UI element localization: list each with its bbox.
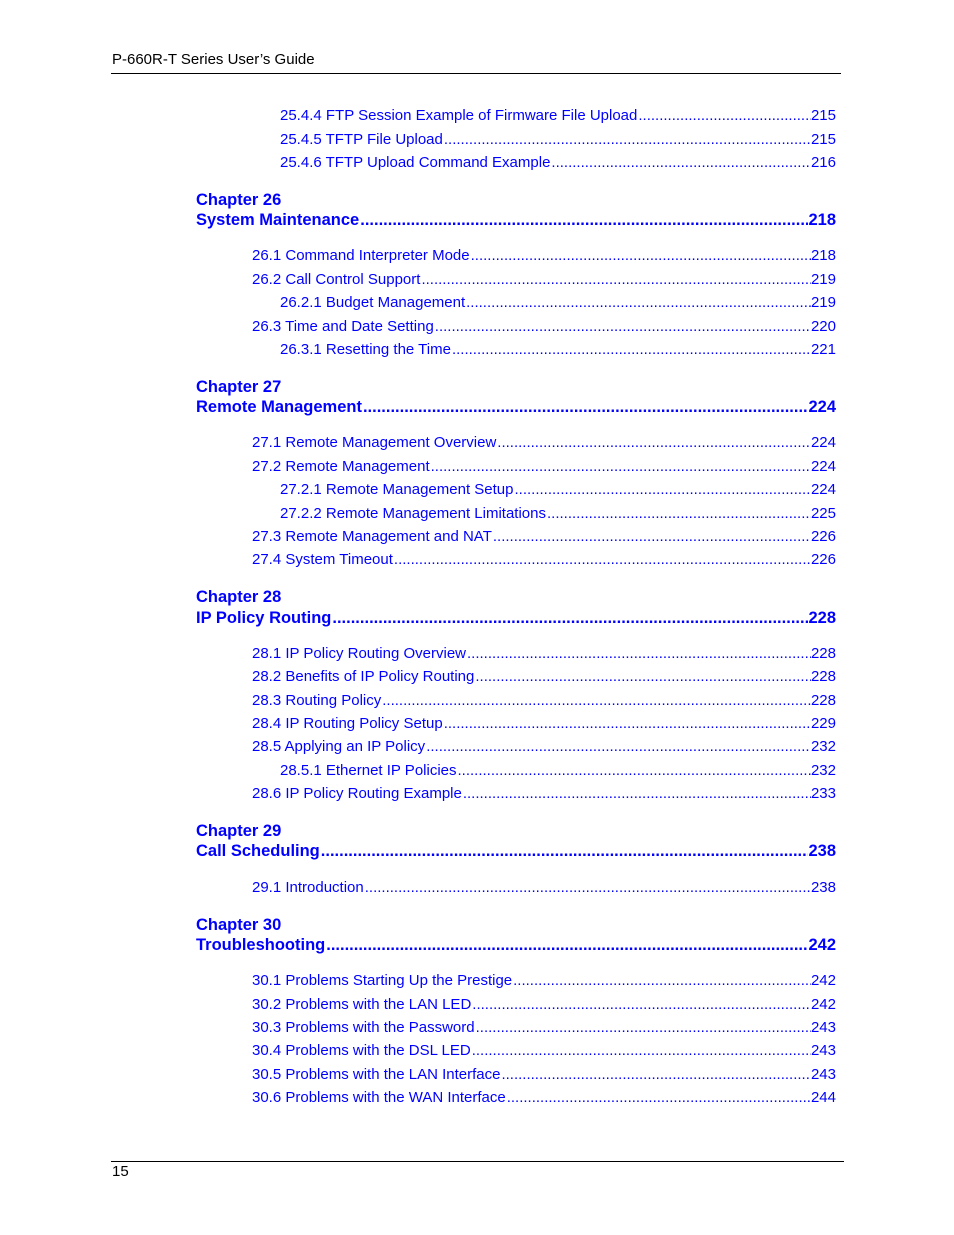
toc-entry-page: 226: [810, 551, 836, 568]
toc-entry-30-6[interactable]: [252, 1089, 836, 1107]
toc-entry-26-3-1[interactable]: [280, 341, 836, 359]
toc-entry-page: 224: [810, 458, 836, 475]
toc-entry-title: 27.3 Remote Management and NAT: [252, 528, 492, 545]
toc-entry-page: 232: [810, 762, 836, 779]
toc-entry-title: 25.4.5 TFTP File Upload: [280, 131, 443, 148]
toc-entry-title: 28.3 Routing Policy: [252, 692, 382, 709]
toc-entry-title: 26.3.1 Resetting the Time: [280, 341, 451, 358]
toc-entry-page: 219: [810, 271, 836, 288]
toc-leader: [506, 1089, 811, 1107]
toc-entry-title: 26.1 Command Interpreter Mode: [252, 247, 470, 264]
toc-chapter-page: 218: [808, 211, 836, 229]
toc-entry-title: 30.3 Problems with the Password: [252, 1019, 475, 1036]
toc-entry-page: 224: [810, 481, 836, 498]
toc-entry-27-3[interactable]: [252, 528, 836, 546]
toc-leader: [425, 738, 811, 756]
toc-entry-title: 26.2.1 Budget Management: [280, 294, 466, 311]
chapter-label-30: Chapter 30: [196, 916, 282, 934]
toc-entry-page: 226: [810, 528, 836, 545]
toc-entry-page: 229: [810, 715, 836, 732]
chapter-label-28: Chapter 28: [196, 588, 282, 606]
toc-leader: [546, 505, 811, 523]
toc-entry-title: 26.3 Time and Date Setting: [252, 318, 434, 335]
toc-entry-30-2[interactable]: [252, 996, 836, 1014]
toc-leader: [434, 318, 811, 336]
toc-entry-28-4[interactable]: [252, 715, 836, 733]
toc-entry-title: 27.2.2 Remote Management Limitations: [280, 505, 546, 522]
toc-leader: [471, 996, 811, 1014]
toc-entry-28-5-1[interactable]: [280, 762, 836, 780]
toc-entry-28-6[interactable]: [252, 785, 836, 803]
toc-chapter-title: Troubleshooting: [196, 936, 326, 954]
toc-leader: [331, 608, 808, 628]
toc-chapter-28[interactable]: [196, 608, 836, 628]
toc-chapter-27[interactable]: [196, 397, 836, 417]
toc-leader: [381, 692, 811, 710]
toc-entry-page: 243: [810, 1019, 836, 1036]
toc-leader: [500, 1066, 811, 1084]
toc-chapter-page: 224: [808, 398, 836, 416]
toc-leader: [465, 294, 811, 312]
toc-entry-28-1[interactable]: [252, 645, 836, 663]
toc-chapter-30[interactable]: [196, 935, 836, 955]
toc-entry-title: 28.2 Benefits of IP Policy Routing: [252, 668, 475, 685]
toc-leader: [462, 785, 811, 803]
chapter-label-29: Chapter 29: [196, 822, 282, 840]
toc-entry-27-1[interactable]: [252, 434, 836, 452]
toc-entry-28-3[interactable]: [252, 692, 836, 710]
toc-entry-25-4-4[interactable]: [280, 107, 836, 125]
toc-leader: [470, 247, 811, 265]
toc-chapter-title: Remote Management: [196, 398, 362, 416]
toc-entry-page: 242: [810, 972, 836, 989]
toc-entry-26-2-1[interactable]: [280, 294, 836, 312]
toc-entry-25-4-5[interactable]: [280, 131, 836, 149]
toc-entry-30-5[interactable]: [252, 1066, 836, 1084]
toc-chapter-26[interactable]: [196, 210, 836, 230]
toc-entry-30-3[interactable]: [252, 1019, 836, 1037]
toc-leader: [466, 645, 811, 663]
toc-leader: [474, 668, 811, 686]
toc-leader: [475, 1019, 811, 1037]
toc-entry-title: 27.2 Remote Management: [252, 458, 430, 475]
toc-entry-page: 215: [810, 131, 836, 148]
toc-entry-page: 233: [810, 785, 836, 802]
toc-entry-page: 219: [810, 294, 836, 311]
toc-entry-title: 30.5 Problems with the LAN Interface: [252, 1066, 501, 1083]
toc-leader: [359, 210, 808, 230]
toc-entry-title: 28.4 IP Routing Policy Setup: [252, 715, 443, 732]
toc-chapter-title: System Maintenance: [196, 211, 360, 229]
toc-leader: [443, 131, 811, 149]
toc-entry-page: 216: [810, 154, 836, 171]
toc-leader: [550, 154, 811, 172]
toc-entry-title: 28.1 IP Policy Routing Overview: [252, 645, 466, 662]
toc-leader: [420, 271, 811, 289]
toc-leader: [471, 1042, 811, 1060]
toc-entry-page: 228: [810, 645, 836, 662]
toc-entry-title: 30.4 Problems with the DSL LED: [252, 1042, 471, 1059]
toc-entry-page: 215: [810, 107, 836, 124]
toc-entry-title: 30.6 Problems with the WAN Interface: [252, 1089, 506, 1106]
toc-entry-page: 238: [810, 879, 836, 896]
toc-entry-26-3[interactable]: [252, 318, 836, 336]
toc-entry-page: 221: [810, 341, 836, 358]
toc-entry-title: 29.1 Introduction: [252, 879, 364, 896]
toc-chapter-29[interactable]: [196, 841, 836, 861]
toc-entry-title: 28.5 Applying an IP Policy: [252, 738, 426, 755]
toc-entry-page: 224: [810, 434, 836, 451]
toc-entry-title: 27.4 System Timeout: [252, 551, 393, 568]
toc-entry-title: 26.2 Call Control Support: [252, 271, 421, 288]
toc-entry-title: 25.4.4 FTP Session Example of Firmware File Upload: [280, 107, 638, 124]
toc-leader: [320, 841, 809, 861]
toc-entry-title: 27.2.1 Remote Management Setup: [280, 481, 514, 498]
toc-leader: [325, 935, 808, 955]
toc-entry-26-2[interactable]: [252, 271, 836, 289]
toc-entry-title: 30.2 Problems with the LAN LED: [252, 996, 472, 1013]
toc-entry-30-4[interactable]: [252, 1042, 836, 1060]
toc-chapter-page: 238: [808, 842, 836, 860]
toc-leader: [364, 879, 811, 897]
toc-leader: [513, 481, 810, 499]
toc-leader: [393, 551, 811, 569]
toc-chapter-title: Call Scheduling: [196, 842, 320, 860]
toc-leader: [362, 397, 809, 417]
toc-entry-page: 220: [810, 318, 836, 335]
toc-entry-title: 30.1 Problems Starting Up the Prestige: [252, 972, 513, 989]
toc-entry-27-2[interactable]: [252, 458, 836, 476]
toc-entry-title: 27.1 Remote Management Overview: [252, 434, 497, 451]
toc-chapter-page: 242: [808, 936, 836, 954]
toc-leader: [457, 762, 811, 780]
toc-entry-30-1[interactable]: [252, 972, 836, 990]
toc-entry-page: 243: [810, 1042, 836, 1059]
toc-entry-page: 218: [810, 247, 836, 264]
toc-leader: [496, 434, 811, 452]
toc-entry-page: 243: [810, 1066, 836, 1083]
toc-entry-28-5[interactable]: [252, 738, 836, 756]
toc-entry-title: 28.6 IP Policy Routing Example: [252, 785, 462, 802]
toc-entry-page: 232: [810, 738, 836, 755]
toc-leader: [430, 458, 811, 476]
toc-entry-25-4-6[interactable]: [280, 154, 836, 172]
chapter-label-27: Chapter 27: [196, 378, 282, 396]
toc-leader: [512, 972, 811, 990]
footer-page-number: 15: [112, 1163, 129, 1180]
toc-entry-26-1[interactable]: [252, 247, 836, 265]
toc-chapter-page: 228: [808, 609, 836, 627]
toc-entry-28-2[interactable]: [252, 668, 836, 686]
toc-leader: [451, 341, 811, 359]
toc-entry-page: 228: [810, 668, 836, 685]
toc-entry-title: 25.4.6 TFTP Upload Command Example: [280, 154, 551, 171]
footer-rule: [111, 1161, 844, 1162]
toc-entry-title: 28.5.1 Ethernet IP Policies: [280, 762, 457, 779]
toc-leader: [492, 528, 811, 546]
toc-entry-29-1[interactable]: [252, 879, 836, 897]
toc-entry-27-2-2[interactable]: [280, 505, 836, 523]
toc-chapter-title: IP Policy Routing: [196, 609, 332, 627]
toc-entry-page: 225: [810, 505, 836, 522]
chapter-label-26: Chapter 26: [196, 191, 282, 209]
toc-entry-page: 244: [810, 1089, 836, 1106]
toc-entry-page: 228: [810, 692, 836, 709]
toc-entry-27-4[interactable]: [252, 551, 836, 569]
header-rule: [111, 73, 841, 74]
toc-leader: [443, 715, 811, 733]
header-title: P-660R-T Series User’s Guide: [112, 51, 315, 68]
toc-leader: [637, 107, 811, 125]
toc-entry-27-2-1[interactable]: [280, 481, 836, 499]
toc-entry-page: 242: [810, 996, 836, 1013]
